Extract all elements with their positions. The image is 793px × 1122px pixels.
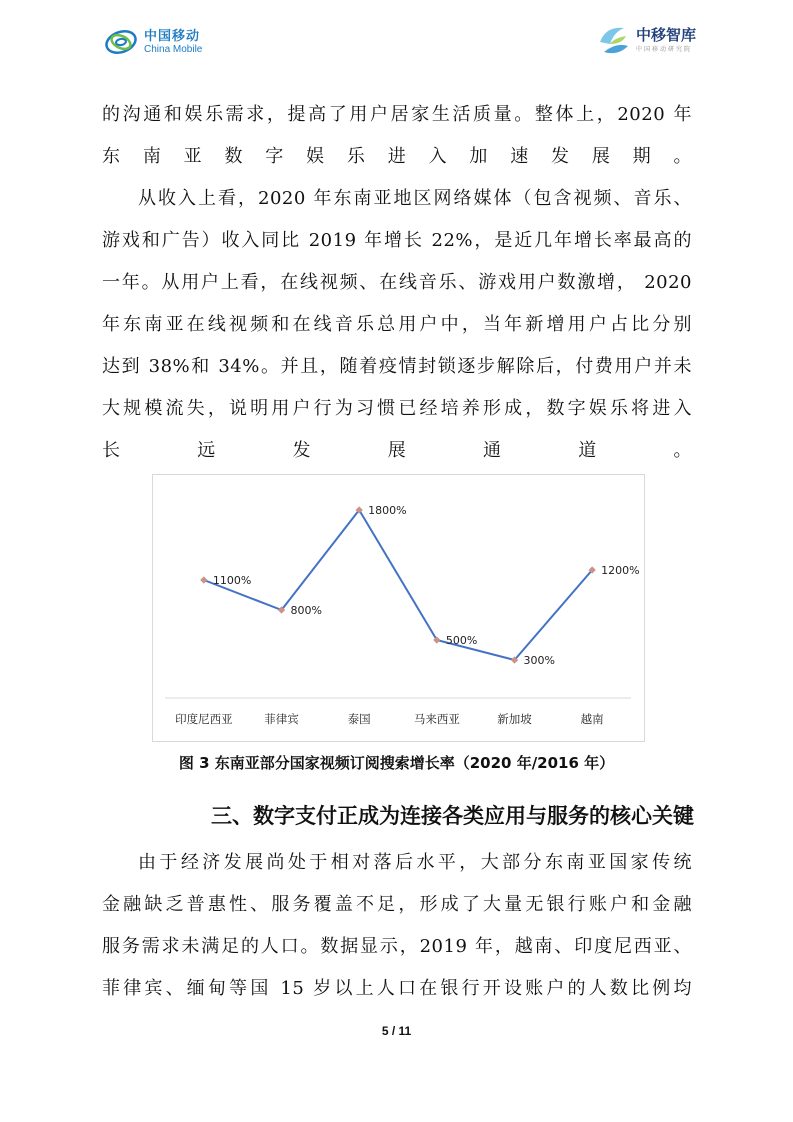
x-tick-label: 印度尼西亚 <box>175 712 233 726</box>
data-label: 300% <box>523 654 555 667</box>
page-number: 5 / 11 <box>381 1024 412 1038</box>
paragraph-line: 金融缺乏普惠性、服务覆盖不足，形成了大量无银行账户和金融 <box>102 894 692 915</box>
data-label: 500% <box>445 634 478 647</box>
paragraph-2 <box>102 178 692 472</box>
section-heading: 三、数字支付正成为连接各类应用与服务的核心关键 <box>211 804 694 828</box>
figure-caption: 图 3 东南亚部分国家视频订阅搜索增长率（2020 年/2016 年） <box>178 754 615 772</box>
x-tick-label: 泰国 <box>347 712 371 726</box>
data-label: 1800% <box>368 504 407 517</box>
data-label: 1200% <box>601 564 640 577</box>
line-chart <box>152 474 645 742</box>
x-tick-label: 菲律宾 <box>264 712 299 726</box>
data-point-marker <box>201 577 207 583</box>
x-tick-label: 马来西亚 <box>413 712 460 726</box>
china-mobile-cn: 中国移动 <box>144 28 201 44</box>
page-header <box>0 0 793 80</box>
paragraph-line: 的沟通和娱乐需求，提高了用户居家生活质量。整体上，2020 年 <box>102 104 692 125</box>
paragraph-3 <box>102 842 692 1010</box>
zhongyi-logo-icon <box>596 22 632 58</box>
paragraph-line: 年东南亚在线视频和在线音乐总用户中，当年新增用户占比分别 <box>102 314 692 335</box>
paragraph-line: 长远发展通道。 <box>102 440 692 461</box>
paragraph-line: 由于经济发展尚处于相对落后水平，大部分东南亚国家传统 <box>138 852 692 873</box>
paragraph-line: 从收入上看，2020 年东南亚地区网络媒体（包含视频、音乐、 <box>138 188 692 209</box>
paragraph-line: 东南亚数字娱乐进入加速发展期。 <box>102 146 692 167</box>
china-mobile-logo-icon <box>104 28 138 56</box>
paragraph-line: 菲律宾、缅甸等国 15 岁以上人口在银行开设账户的人数比例均 <box>102 978 692 999</box>
china-mobile-en: China Mobile <box>144 43 203 55</box>
x-tick-label: 新加坡 <box>497 712 532 726</box>
paragraph-line: 一年。从用户上看，在线视频、在线音乐、游戏用户数激增， 2020 <box>102 272 692 293</box>
paragraph-1 <box>102 94 692 178</box>
line-chart-svg <box>153 475 644 741</box>
series-line <box>204 510 592 660</box>
zhongyi-think-tank-logo <box>596 22 696 58</box>
data-label: 800% <box>290 604 322 617</box>
paragraph-line: 游戏和广告）收入同比 2019 年增长 22%，是近几年增长率最高的 <box>102 230 692 251</box>
zhongyi-cn: 中移智库 <box>636 25 697 44</box>
data-label: 1100% <box>212 574 252 587</box>
x-tick-label: 越南 <box>580 712 604 726</box>
paragraph-line: 大规模流失，说明用户行为习惯已经培养形成，数字娱乐将进入 <box>102 398 692 419</box>
china-mobile-logo <box>104 28 202 56</box>
paragraph-line: 服务需求未满足的人口。数据显示，2019 年，越南、印度尼西亚、 <box>102 936 692 957</box>
zhongyi-sub: 中国移动研究院 <box>636 45 693 53</box>
paragraph-line: 达到 38%和 34%。并且，随着疫情封锁逐步解除后，付费用户并未 <box>102 356 692 377</box>
